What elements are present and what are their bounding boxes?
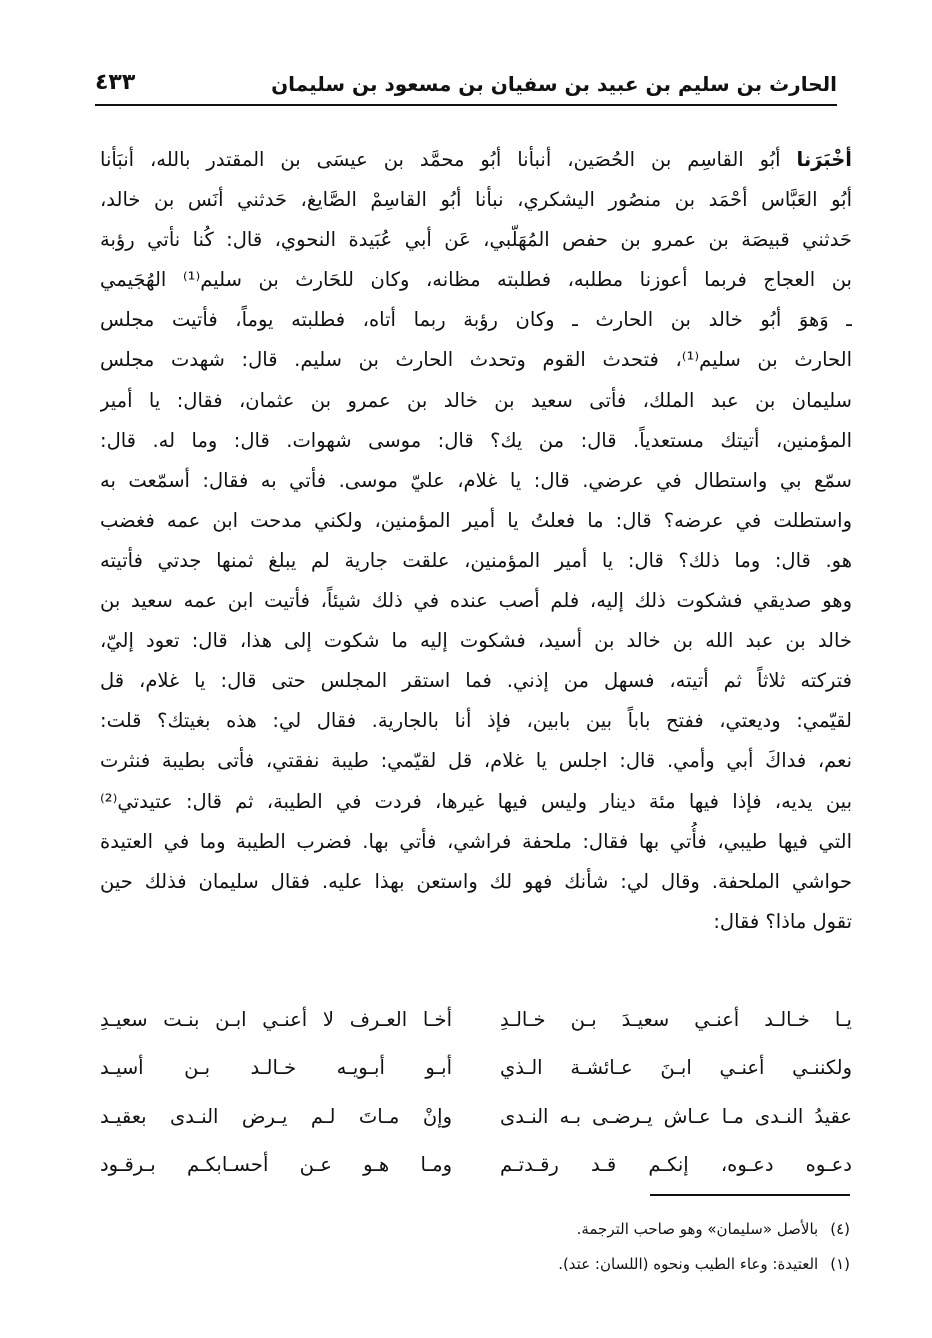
- text-line: أبُو العَبَّاس أحْمَد بن منصُور اليشكري، نبأنا أبُو القاسِمْ الصَّايغ، حَدثني أنَس بن خالد،: [100, 188, 852, 212]
- text-line: حواشي الملحفة. وقال لي: شأنك فهو لك واستعن بهذا عليه. فقال سليمان فذلك حين: [100, 869, 852, 893]
- footnote-number: (٤): [830, 1220, 850, 1238]
- verse-first-hemistich: عقيدُ النـدى مـا عـاش يـرضـى بـه النـدى: [500, 1104, 852, 1128]
- line-text: أبُو القاسِم بن الحُصَين، أنبأنا أبُو محمَّد بن عيسَى بن المقتدر بالله، أنبَأنا: [100, 148, 781, 171]
- footnote-divider: [650, 1194, 850, 1196]
- footnote: [150, 1249, 850, 1284]
- running-title: الحارث بن سليم بن عبيد بن سفيان بن مسعود بن سليمان: [271, 72, 837, 96]
- page-header: [95, 66, 837, 106]
- lead-word: أخْبَرَنا: [796, 148, 852, 171]
- text-line: سليمان بن عبد الملك، فأتى سعيد بن خالد بن عمرو بن عثمان، فقال: يا أمير: [100, 388, 852, 412]
- text-line: سمّع بي واستطال في عرضي. قال: يا غلام، عليّ موسى. فأتي به فقال: أسمّعت به: [100, 468, 852, 492]
- text-line: نعم، فداكَ أبي وأمي. قال: اجلس يا غلام، قل لقيّمي: طيبة نفقتي، فأتى بطيبة فنثرت: [100, 749, 852, 773]
- footnote-text: بالأصل «سليمان» وهو صاحب الترجمة.: [576, 1220, 819, 1238]
- text-line: حَدثني قبيصَة بن عمرو بن حفص المُهَلّبي، عَن أبي عُبَيدة النحوي، قال: كُنا نأتي رؤبة: [100, 228, 852, 252]
- verse-second-hemistich: أبـو أبـويـه خـالـد بـن أسيـد: [100, 1056, 452, 1080]
- text-line: هو. قال: وما ذلك؟ قال: يا أمير المؤمنين، علقت جارية لم يبلغ ثمنها جدتي فأتيته: [100, 548, 852, 572]
- text-line: خالد بن عبد الله بن خالد بن أسيد، فشكوت إليه ما شكوت إلى هذا، قال: تعود إليّ،: [100, 629, 852, 653]
- verse: [100, 1097, 852, 1145]
- text-line: بن العجاج فربما أعوزنا مطلبه، فطلبته مظانه، وكان للحَارث بن سليم⁽¹⁾ الهُجَيمي: [100, 268, 852, 292]
- text-line: المؤمنين، أتيتك مستعدياً. قال: من يك؟ قال: موسى شهوات. قال: وما له. قال:: [100, 428, 852, 452]
- verse: [100, 1145, 852, 1193]
- verse: [100, 1048, 852, 1096]
- verse-first-hemistich: دعـوه دعـوه، إنكـم قـد رقـدتـم: [500, 1152, 852, 1176]
- text-line: الحارث بن سليم⁽¹⁾، فتحدث القوم وتحدث الحارث بن سليم. قال: شهدت مجلس: [100, 348, 852, 372]
- poem: [100, 1000, 852, 1193]
- footnote: [150, 1214, 850, 1249]
- page-number: ٤٣٣: [95, 70, 136, 95]
- text-line: التي فيها طيبي، فأُتي بها فقال: ملحفة فراشي، فأتي بها. فضرب الطيبة وما في العتيدة: [100, 829, 852, 853]
- verse-first-hemistich: يـا خـالـد أعنـي سعيـدَ بـن خـالـدِ: [500, 1008, 852, 1031]
- text-line: فتركته ثلاثاً ثم أتيته، فسهل من إذني. فما استقر المجلس حتى قال: يا غلام، قل: [100, 669, 852, 693]
- footnotes: [150, 1214, 850, 1284]
- text-line: بين يديه، فإذا فيها مئة دينار وليس فيها غيرها، فردت في الطيبة، ثم قال: عتيدتي⁽²⁾: [100, 789, 852, 813]
- footnote-text: العتيدة: وعاء الطيب ونحوه (اللسان: عتد).: [558, 1255, 819, 1273]
- text-line: ـ وَهوَ أبُو خالد بن الحارث ـ وكان رؤبة ربما أتاه، فطلبته يوماً، فأتيت مجلس: [100, 308, 852, 332]
- verse-second-hemistich: أخـا العـرف لا أعنـي ابـن بنـت سعيـدِ: [100, 1008, 452, 1031]
- main-text: [100, 140, 852, 942]
- text-line: واستطلت في عرضه؟ قال: ما فعلتُ يا أمير المؤمنين، ولكني مدحت ابن عمه فغضب: [100, 508, 852, 532]
- text-line: وهو صديقي فشكوت ذلك إليه، فلم أصب عنده في ذلك شيئاً، فأتيت ابن عمه سعيد بن: [100, 589, 852, 613]
- verse-second-hemistich: ومـا هـو عـن أحسـابكـم بـرقـود: [100, 1152, 452, 1176]
- text-line: لقيّمي: وديعتي، ففتح باباً بين بابين، فإذ أنا بالجارية. فقال لي: هذه بغيتك؟ قلت:: [100, 709, 852, 733]
- text-line: [100, 140, 852, 180]
- verse-first-hemistich: ولكننـي أعنـي ابـنَ عـائشـة الـذي: [500, 1056, 852, 1080]
- text-line: تقول ماذا؟ فقال:: [713, 909, 852, 933]
- verse-second-hemistich: وإنْ مـاتَ لـم يـرض النـدى بعقيـد: [100, 1104, 452, 1128]
- footnote-number: (١): [830, 1255, 850, 1273]
- verse: [100, 1000, 852, 1048]
